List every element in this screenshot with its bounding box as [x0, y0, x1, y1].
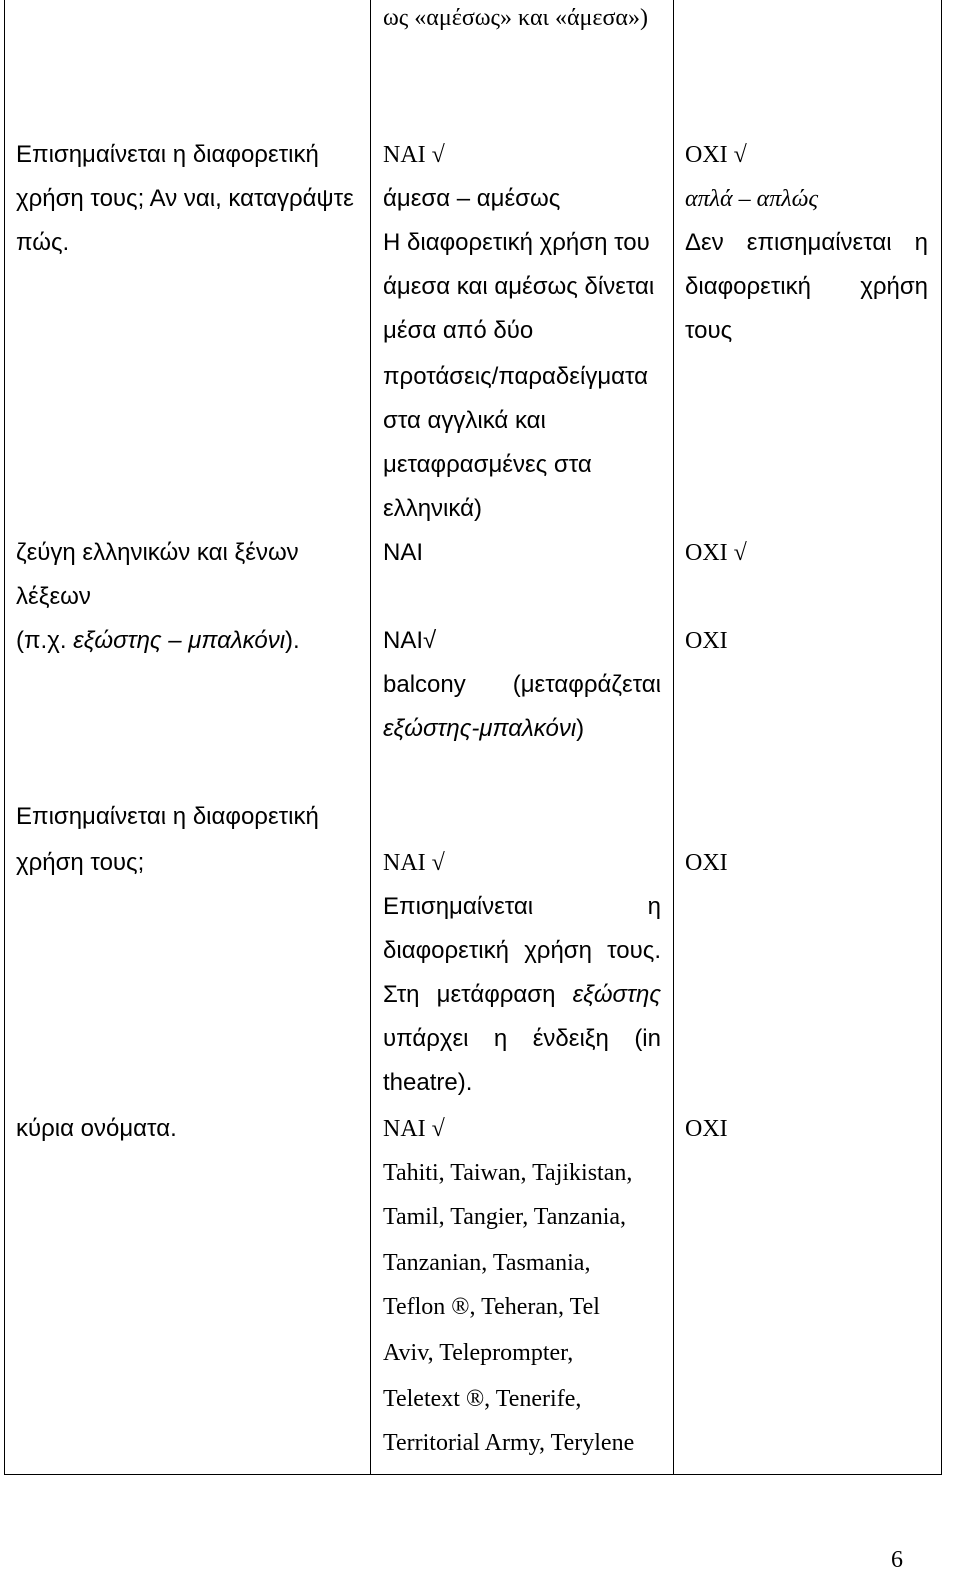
cell-text: μεταφρασμένες στα	[383, 451, 592, 478]
question-text: λέξεων	[16, 583, 91, 610]
cell-text: άμεσα – αμέσως	[383, 185, 561, 212]
answer-no: ΟΧΙ	[685, 628, 728, 654]
answer-yes: ΝΑΙ	[383, 539, 424, 566]
cell-text: Territorial Army, Terylene	[383, 1430, 635, 1456]
table-border-right	[941, 0, 942, 1475]
word: η	[914, 229, 928, 256]
word: τους.	[607, 937, 661, 964]
text-run-italic: εξώστης – μπαλκόνι	[73, 627, 286, 654]
cell-text: μέσα από δύο	[383, 317, 534, 344]
word: (in	[634, 1025, 661, 1052]
question-text: χρήση τους;	[16, 849, 145, 876]
cell-text: άμεσα και αμέσως δίνεται	[383, 273, 655, 300]
answer-yes: ΝΑΙ√	[383, 627, 437, 654]
cell-text: ελληνικά)	[383, 495, 482, 522]
table-divider-col2	[673, 0, 674, 1475]
answer-no: ΟΧΙ √	[685, 540, 747, 566]
cell-text: τους	[685, 317, 733, 344]
cell-text-justified	[685, 231, 928, 255]
question-text: Επισημαίνεται η διαφορετική	[16, 803, 319, 830]
word: balcony	[383, 671, 466, 698]
page-number: 6	[891, 1547, 903, 1573]
cell-text: Tamil, Tangier, Tanzania,	[383, 1204, 627, 1230]
question-text: πώς.	[16, 229, 70, 256]
cell-text-justified	[383, 673, 661, 697]
word: μετάφραση	[436, 981, 556, 1008]
table-divider-col1	[370, 0, 371, 1475]
cell-text	[383, 717, 584, 741]
table-border-bottom	[4, 1474, 942, 1475]
answer-no: ΟΧΙ	[685, 850, 728, 876]
cell-text: theatre).	[383, 1069, 473, 1096]
text-run: (π.χ.	[16, 627, 74, 654]
question-text: Επισημαίνεται η διαφορετική	[16, 141, 319, 168]
answer-no: ΟΧΙ	[685, 1116, 728, 1142]
cell-text-justified	[383, 895, 661, 919]
text-run: ).	[285, 627, 300, 654]
cell-text: προτάσεις/παραδείγματα	[383, 363, 649, 390]
text-run: )	[576, 715, 585, 742]
cell-text: Teletext ®, Tenerife,	[383, 1386, 582, 1412]
cell-text-justified	[383, 983, 661, 1007]
question-text: χρήση τους; Αν ναι, καταγράψτε	[16, 185, 354, 212]
cell-text-justified	[685, 275, 928, 299]
cell-text: στα αγγλικά και	[383, 407, 546, 434]
cell-text: Tahiti, Taiwan, Tajikistan,	[383, 1160, 633, 1186]
question-text: ζεύγη ελληνικών και ξένων	[16, 539, 299, 566]
answer-yes: ΝΑΙ √	[383, 850, 445, 876]
cell-text-justified	[383, 939, 661, 963]
word: Δεν	[685, 229, 724, 256]
cell-text: Tanzanian, Tasmania,	[383, 1250, 591, 1276]
word: χρήση	[524, 937, 592, 964]
answer-yes: ΝΑΙ √	[383, 1116, 445, 1142]
cell-text: Aviv, Teleprompter,	[383, 1340, 574, 1366]
word: Επισημαίνεται	[383, 893, 534, 920]
text-run-italic: εξώστης-μπαλκόνι	[383, 715, 577, 742]
answer-no: ΟΧΙ √	[685, 142, 747, 168]
cell-text-justified	[383, 1027, 661, 1051]
word: ένδειξη	[532, 1025, 609, 1052]
cell-text: Η διαφορετική χρήση του	[383, 229, 650, 256]
cell-text: απλά – απλώς	[685, 186, 819, 212]
word: επισημαίνεται	[746, 229, 892, 256]
answer-yes: ΝΑΙ √	[383, 142, 445, 168]
word: διαφορετική	[383, 937, 509, 964]
word: διαφορετική	[685, 273, 811, 300]
table-border-left	[4, 0, 5, 1475]
word: (μεταφράζεται	[512, 671, 661, 698]
word: η	[493, 1025, 508, 1052]
cell-text: Teflon ®, Teheran, Tel	[383, 1294, 600, 1320]
word: χρήση	[860, 273, 928, 300]
cell-text: ως «αμέσως» και «άμεσα»)	[383, 5, 648, 31]
word: υπάρχει	[383, 1025, 469, 1052]
question-text: κύρια ονόματα.	[16, 1115, 177, 1142]
question-text	[16, 629, 300, 653]
word-italic: εξώστης	[572, 981, 661, 1008]
word: Στη	[383, 981, 420, 1008]
word: η	[647, 893, 661, 920]
